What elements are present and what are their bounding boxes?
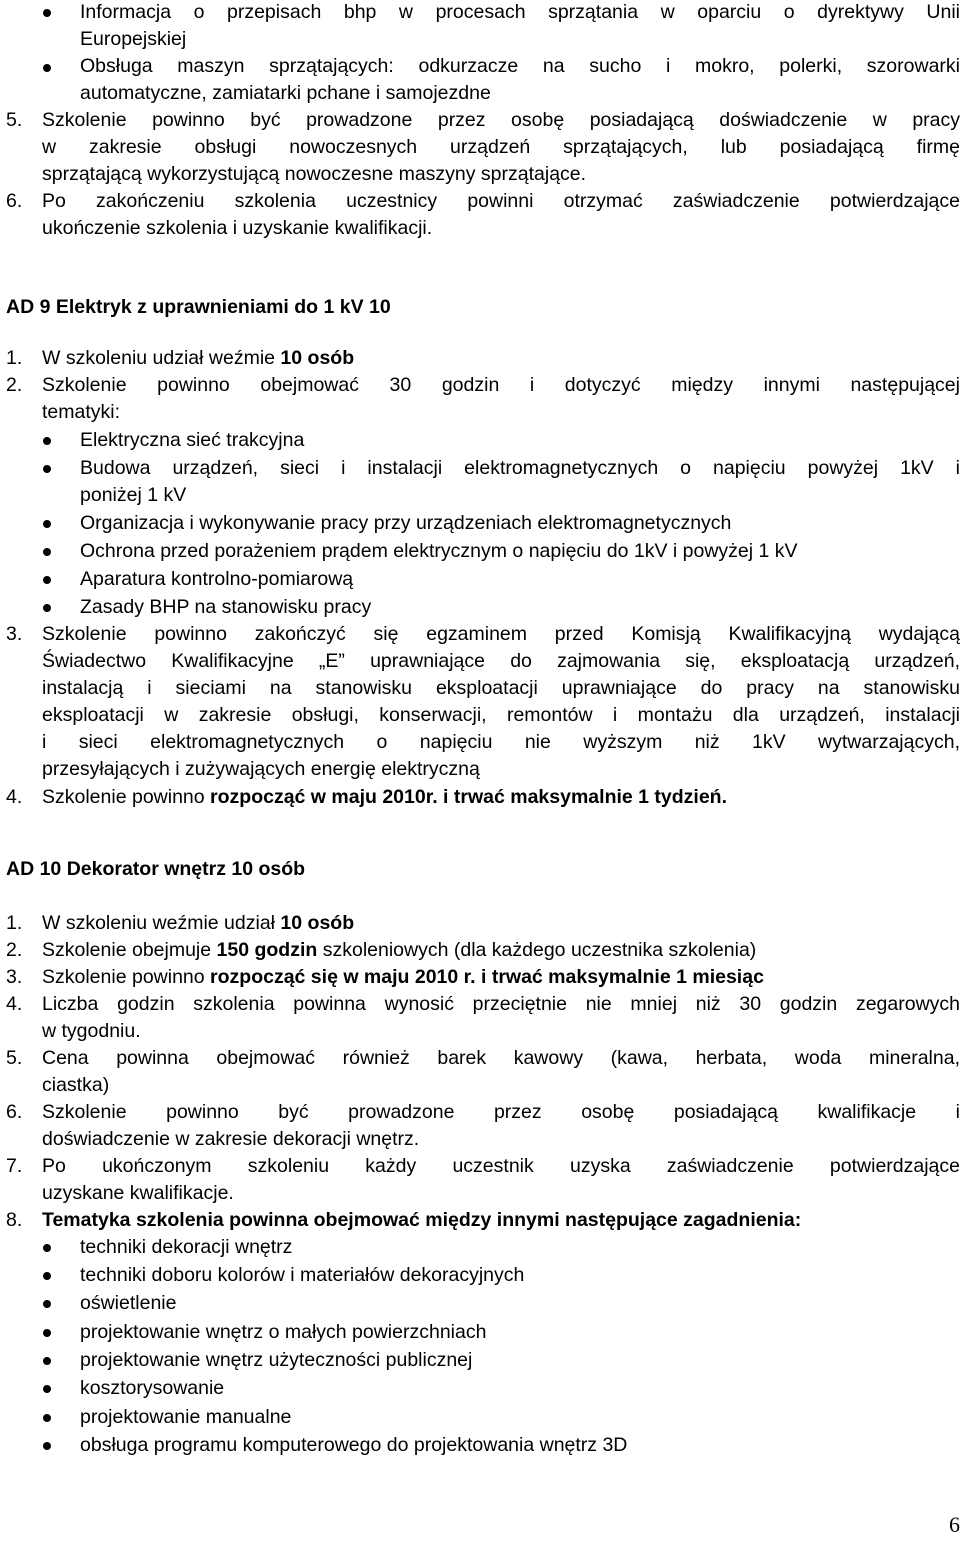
list-item: projektowanie wnętrz o małych powierzchniach — [80, 1321, 487, 1343]
list-item: Elektryczna sieć trakcyjna — [80, 429, 305, 451]
list-item: Aparatura kontrolno-pomiarową — [80, 568, 354, 590]
text: Szkolenie powinno — [42, 966, 211, 988]
paragraph-line: uzyskane kwalifikacje. — [42, 1182, 234, 1204]
paragraph-line: Szkolenie powinno być prowadzone przez osobę posiadającą doświadczenie w pracy — [42, 109, 960, 131]
item-number: 4. — [6, 786, 23, 808]
section-heading: AD 10 Dekorator wnętrz 10 osób — [6, 858, 306, 880]
paragraph-line: eksploatacji w zakresie obsługi, konserwacji, remontów i montażu dla urządzeń, instalacji — [42, 704, 960, 726]
item-number: 4. — [6, 993, 23, 1015]
bullet-marker — [43, 1414, 51, 1422]
list-item: automatyczne, zamiatarki pchane i samojezdne — [80, 82, 491, 104]
bullet-marker — [43, 576, 51, 584]
item-number: 7. — [6, 1155, 23, 1177]
list-item: oświetlenie — [80, 1292, 177, 1314]
list-item: poniżej 1 kV — [80, 484, 187, 506]
paragraph-line: instalacją i sieciami na stanowisku eksploatacji uprawniające do pracy na stanowisku — [42, 677, 960, 699]
list-item: Informacja o przepisach bhp w procesach sprzątania w oparciu o dyrektywy Unii — [80, 1, 960, 23]
text: szkoleniowych (dla każdego uczestnika szkolenia) — [317, 939, 757, 961]
paragraph-line: Szkolenie powinno być prowadzone przez osobę posiadającą kwalifikacje i — [42, 1101, 960, 1123]
item-number: 1. — [6, 912, 23, 934]
bold-text: rozpocząć w maju 2010r. i trwać maksymalnie 1 tydzień. — [210, 786, 728, 808]
bullet-marker — [43, 520, 51, 528]
page-number: 6 — [949, 1512, 960, 1538]
paragraph-line — [42, 784, 727, 811]
paragraph-line: ukończenie szkolenia i uzyskanie kwalifikacji. — [42, 217, 433, 239]
item-number: 3. — [6, 966, 23, 988]
paragraph-line: sprzątającą wykorzystującą nowoczesne maszyny sprzątające. — [42, 163, 587, 185]
paragraph-line: Po ukończonym szkoleniu każdy uczestnik uzyska zaświadczenie potwierdzające — [42, 1155, 960, 1177]
paragraph-line: w zakresie obsługi nowoczesnych urządzeń sprzątających, lub posiadającą firmę — [42, 136, 960, 158]
paragraph-line: Liczba godzin szkolenia powinna wynosić przeciętnie nie mniej niż 30 godzin zegarowych — [42, 993, 960, 1015]
paragraph-line: tematyki: — [42, 401, 121, 423]
list-item: Budowa urządzeń, sieci i instalacji elektromagnetycznych o napięciu powyżej 1kV i — [80, 457, 960, 479]
list-item: obsługa programu komputerowego do projektowania wnętrz 3D — [80, 1434, 628, 1456]
bullet-marker — [43, 1442, 51, 1450]
bullet-marker — [43, 548, 51, 556]
list-item: Ochrona przed porażeniem prądem elektrycznym o napięciu do 1kV i powyżej 1 kV — [80, 540, 798, 562]
bullet-marker — [43, 1385, 51, 1393]
bullet-marker — [43, 604, 51, 612]
bullet-marker — [43, 1300, 51, 1308]
item-number: 2. — [6, 939, 23, 961]
bullet-marker — [43, 9, 51, 17]
text: Szkolenie powinno — [42, 786, 211, 808]
paragraph-line: Tematyka szkolenia powinna obejmować między innymi następujące zagadnienia: — [42, 1209, 802, 1231]
bold-text: 150 godzin — [216, 939, 318, 961]
bullet-marker — [43, 465, 51, 473]
list-item: Obsługa maszyn sprzątających: odkurzacze na sucho i mokro, polerki, szorowarki — [80, 55, 960, 77]
section-heading: AD 9 Elektryk z uprawnieniami do 1 kV 10 — [6, 296, 391, 318]
item-number: 3. — [6, 623, 23, 645]
item-number: 6. — [6, 1101, 23, 1123]
list-item: techniki doboru kolorów i materiałów dekoracyjnych — [80, 1264, 525, 1286]
list-item: techniki dekoracji wnętrz — [80, 1236, 293, 1258]
paragraph-line: Cena powinna obejmować również barek kawowy (kawa, herbata, woda mineralna, — [42, 1047, 960, 1069]
bold-text: 10 osób — [280, 912, 355, 934]
paragraph-line: Szkolenie powinno obejmować 30 godzin i dotyczyć między innymi następującej — [42, 374, 960, 396]
paragraph-line: ciastka) — [42, 1074, 110, 1096]
list-item: Zasady BHP na stanowisku pracy — [80, 596, 372, 618]
paragraph-line: Po zakończeniu szkolenia uczestnicy powinni otrzymać zaświadczenie potwierdzające — [42, 190, 960, 212]
text: W szkoleniu udział weźmie — [42, 347, 281, 369]
list-item: Europejskiej — [80, 28, 187, 50]
bullet-marker — [43, 437, 51, 445]
item-number: 2. — [6, 374, 23, 396]
item-number: 5. — [6, 109, 23, 131]
paragraph-line — [42, 910, 354, 937]
bullet-marker — [43, 1244, 51, 1252]
paragraph-line: Świadectwo Kwalifikacyjne „E” uprawniające do zajmowania się, eksploatacją urządzeń, — [42, 650, 960, 672]
paragraph-line: przesyłających i zużywających energię elektryczną — [42, 758, 480, 780]
item-number: 5. — [6, 1047, 23, 1069]
paragraph-line — [42, 964, 764, 991]
bullet-marker — [43, 1272, 51, 1280]
bullet-marker — [43, 64, 51, 72]
bullet-marker — [43, 1329, 51, 1337]
paragraph-line: Szkolenie powinno zakończyć się egzaminem przed Komisją Kwalifikacyjną wydającą — [42, 623, 960, 645]
text: W szkoleniu weźmie udział — [42, 912, 281, 934]
bullet-marker — [43, 1357, 51, 1365]
item-number: 1. — [6, 347, 23, 369]
bold-text: rozpocząć się w maju 2010 r. i trwać maksymalnie 1 miesiąc — [210, 966, 764, 988]
list-item: projektowanie manualne — [80, 1406, 292, 1428]
paragraph-line — [42, 937, 756, 964]
paragraph-line: i sieci elektromagnetycznych o napięciu nie wyższym niż 1kV wytwarzających, — [42, 731, 960, 753]
item-number: 8. — [6, 1209, 23, 1231]
paragraph-line: doświadczenie w zakresie dekoracji wnętrz. — [42, 1128, 420, 1150]
list-item: kosztorysowanie — [80, 1377, 225, 1399]
paragraph-line: w tygodniu. — [42, 1020, 141, 1042]
text: Szkolenie obejmuje — [42, 939, 217, 961]
list-item: Organizacja i wykonywanie pracy przy urządzeniach elektromagnetycznych — [80, 512, 732, 534]
paragraph-line — [42, 345, 354, 372]
list-item: projektowanie wnętrz użyteczności publicznej — [80, 1349, 473, 1371]
bold-text: 10 osób — [280, 347, 355, 369]
item-number: 6. — [6, 190, 23, 212]
